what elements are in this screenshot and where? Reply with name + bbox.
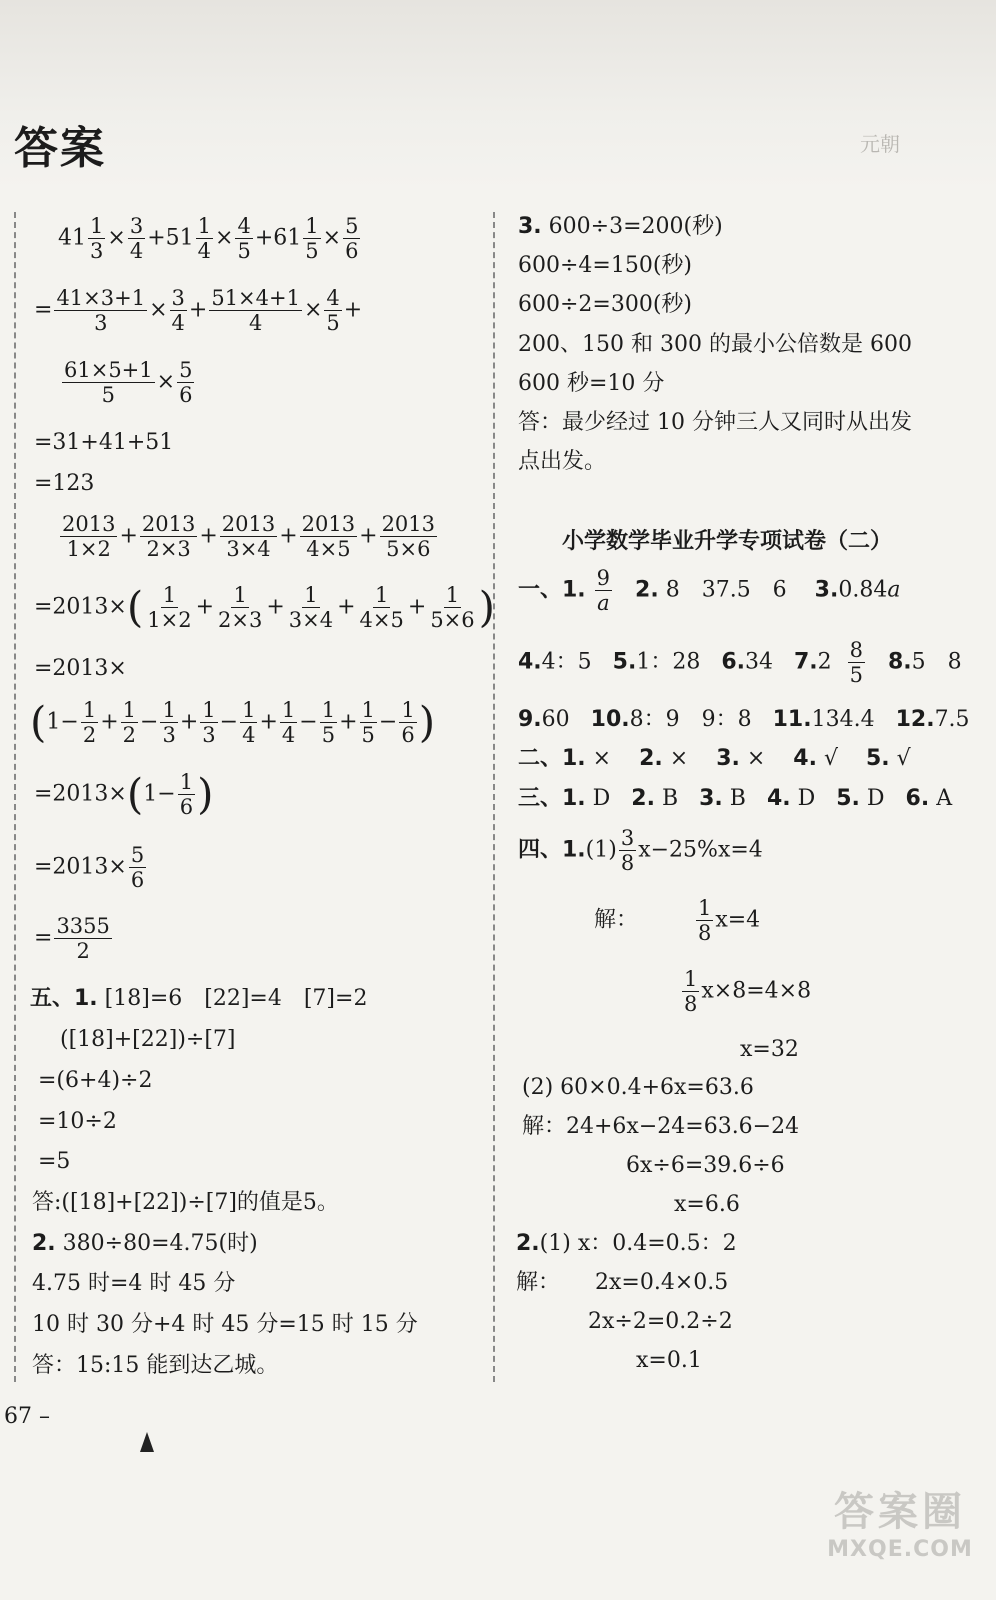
solution-3-step-3: x=0.1 — [636, 1348, 702, 1373]
column-divider — [493, 212, 495, 1382]
left-line-10: =2013×(1− $\frac{1}{6}$ ) — [34, 769, 214, 820]
left-line-21: 10 时 30 分+4 时 45 分=15 时 15 分 — [32, 1312, 418, 1337]
answer-group-2: 4.4：5 5.1：28 6.34 7.2 $\frac{8}{5}$ 8.5 8 — [518, 638, 962, 688]
solution-2-step-1: 解：24+6x−24=63.6−24 — [522, 1114, 800, 1139]
answer-group-3: 9.60 10.8：9 9：8 11.134.4 12.7.5 — [518, 707, 970, 732]
page-title: 答案 — [14, 123, 106, 174]
answer-group-6: 四、1.(1) $\frac{3}{8}$ x−25%x=4 — [518, 826, 763, 876]
solution-1-step-2: $\frac{1}{8}$ x×8=4×8 — [684, 967, 812, 1017]
answer-group-5: 三、1. D 2. B 3. B 4. D 5. D 6. A — [518, 786, 953, 811]
left-line-3: $\frac{61\times 5+1}{5}$ × $\frac{5}{6}$ — [64, 358, 193, 408]
right-line-7: 点出发。 — [518, 449, 607, 474]
top-shade — [0, 0, 996, 190]
triangle-mark-icon — [140, 1432, 154, 1452]
left-line-16: =10÷2 — [38, 1109, 117, 1134]
left-line-6: $\frac{2013}{1\times 2}$ + $\frac{2013}{2\times 3}$ + $\frac{2013}{3\times 4}$ + $\frac{2013}{4\times 5}$ + $\frac{2013}{5\times 6}$ — [62, 512, 436, 562]
watermark-line-1: 答案圈 — [834, 1489, 966, 1535]
solution-2-step-2: 6x÷6=39.6÷6 — [626, 1153, 785, 1178]
left-line-15: =(6+4)÷2 — [38, 1068, 153, 1093]
solution-1-step-1: 解： $\frac{1}{8}$ x=4 — [594, 896, 761, 946]
answer-group-4: 二、1. × 2. × 3. × 4. √ 5. √ — [518, 746, 911, 771]
left-line-14: ([18]+[22])÷[7] — [60, 1027, 236, 1052]
right-line-2: 600÷4=150(秒) — [518, 253, 693, 278]
right-line-6: 答：最少经过 10 分钟三人又同时从出发 — [518, 410, 912, 435]
right-line-3: 600÷2=300(秒) — [518, 292, 693, 317]
left-line-9: (1− $\frac{1}{2}$ + $\frac{1}{2}$ − $\frac{1}{3}$ + $\frac{1}{3}$ − $\frac{1}{4}$ + $\frac{1}{4}$ − $\frac{1}{5}$ + $\frac{1}{5}$ − $\frac{1}{6}$ ) — [30, 697, 436, 748]
left-line-7: =2013×( $\frac{1}{1\times 2}$ + $\frac{1}{2\times 3}$ + $\frac{1}{3\times 4}$ + $\frac{1}{4\times 5}$ + $\frac{1}{5\times 6}$ ) — [34, 582, 496, 633]
left-line-5: =123 — [34, 471, 95, 496]
answer-group-1: 一、1. $\frac{9}{a}$ 2. 8 37.5 6 3.0.84a — [518, 566, 901, 616]
faint-header-text: 元朝 — [860, 132, 900, 156]
watermark-line-2: MXQE.COM — [827, 1537, 973, 1562]
left-line-17: =5 — [38, 1149, 71, 1174]
left-line-2: = $\frac{41\times 3+1}{3}$ × $\frac{3}{4}$ + $\frac{51\times 4+1}{4}$ × $\frac{4}{5}$ + — [34, 286, 363, 336]
left-line-8: =2013× — [34, 656, 127, 681]
left-line-12: = $\frac{3355}{2}$ — [34, 914, 110, 964]
left-margin-divider — [14, 212, 16, 1382]
watermark-logo — [820, 1480, 980, 1562]
solution-3-equation: 2.(1) x：0.4=0.5：2 — [516, 1231, 737, 1256]
solution-2-step-3: x=6.6 — [674, 1192, 740, 1217]
right-line-4: 200、150 和 300 的最小公倍数是 600 — [518, 332, 912, 357]
solution-3-step-1: 解： 2x=0.4×0.5 — [516, 1270, 729, 1295]
solution-2-equation: (2) 60×0.4+6x=63.6 — [522, 1075, 754, 1100]
left-line-19: 2. 380÷80=4.75(时) — [32, 1231, 258, 1256]
right-line-1: 3. 600÷3=200(秒) — [518, 214, 723, 239]
solution-1-step-3: x=32 — [740, 1037, 799, 1062]
page-number: 67 – — [4, 1404, 50, 1429]
left-line-22: 答：15:15 能到达乙城。 — [32, 1353, 279, 1378]
left-line-20: 4.75 时=4 时 45 分 — [32, 1271, 236, 1296]
right-line-5: 600 秒=10 分 — [518, 371, 665, 396]
left-line-13: 五、1. [18]=6 [22]=4 [7]=2 — [30, 986, 368, 1011]
left-line-11: =2013× $\frac{5}{6}$ — [34, 843, 145, 893]
section-title: 小学数学毕业升学专项试卷（二） — [562, 529, 893, 554]
left-line-18: 答:([18]+[22])÷[7]的值是5。 — [32, 1190, 339, 1215]
left-line-1: 41 $\frac{1}{3}$ × $\frac{3}{4}$ +51 $\frac{1}{4}$ × $\frac{4}{5}$ +61 $\frac{1}{5}$ × $\frac{5}{6}$ — [58, 214, 359, 264]
solution-3-step-2: 2x÷2=0.2÷2 — [588, 1309, 733, 1334]
left-line-4: =31+41+51 — [34, 430, 174, 455]
